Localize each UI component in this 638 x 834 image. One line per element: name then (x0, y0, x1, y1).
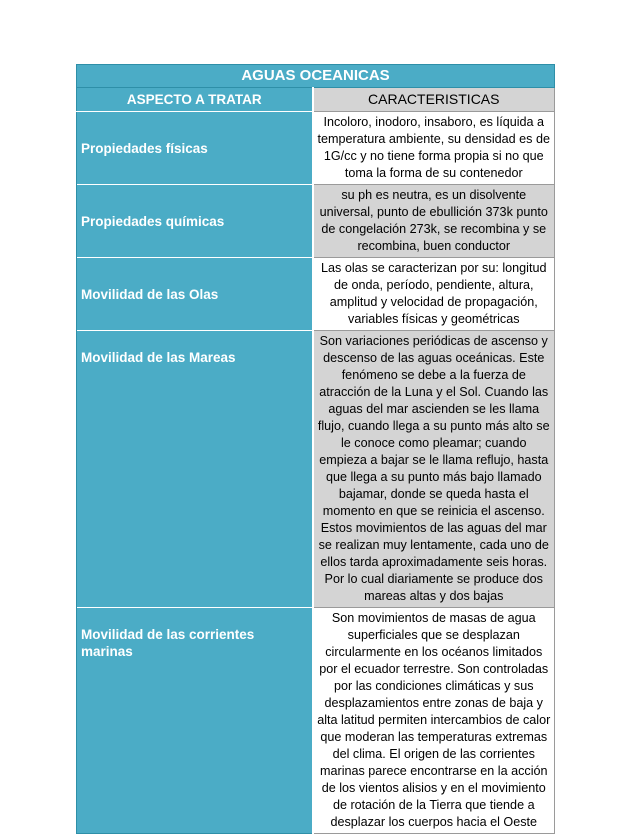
row-label-text: Propiedades físicas (81, 140, 208, 156)
title-row (77, 65, 555, 88)
row-label-text: Movilidad de las Mareas (81, 350, 236, 365)
row-label-text: Movilidad de las corrientes marinas (81, 627, 255, 659)
row-label-chemical (77, 185, 313, 258)
table-row (77, 258, 555, 331)
table-row (77, 185, 555, 258)
table-title: AGUAS OCEANICAS (77, 65, 555, 88)
table-row (77, 331, 555, 608)
header-row (77, 88, 555, 112)
row-text-chemical: su ph es neutra, es un disolvente universal, punto de ebullición 373k punto de congelación 273k, se recombina y se recombina, buen conductor (313, 185, 555, 258)
header-characteristics: CARACTERISTICAS (313, 88, 555, 112)
table-row (77, 112, 555, 185)
row-label-waves (77, 258, 313, 331)
row-text-waves: Las olas se caracterizan por su: longitud de onda, período, pendiente, altura, amplitud y velocidad de propagación, variables físicas y geométricas (313, 258, 555, 331)
header-aspect: ASPECTO A TRATAR (77, 88, 313, 112)
row-label-text: Movilidad de las Olas (81, 286, 219, 302)
row-label-tides (77, 331, 313, 608)
row-label-text: Propiedades químicas (81, 213, 225, 229)
row-label-physical (77, 112, 313, 185)
row-text-currents: Son movimientos de masas de agua superficiales que se desplazan circularmente en los océanos limitados por el ecuador terrestre. Son controladas por las condiciones climáticas y sus desplazamientos entre zonas de baja y alta latitud permiten intercambios de calor que moderan las temperaturas extremas del clima. El origen de las corrientes marinas parece encontrarse en la acción de los vientos alisios y en el movimiento de rotación de la Tierra que tiende a desplazar los cuerpos hacia el Oeste (313, 608, 555, 834)
row-text-tides: Son variaciones periódicas de ascenso y descenso de las aguas oceánicas. Este fenómeno se debe a la fuerza de atracción de la Luna y el Sol. Cuando las aguas del mar ascienden se les llama flujo, cuando llega a su punto más alto se le conoce como pleamar; cuando empieza a bajar se le llama reflujo, hasta que llega a su punto más bajo llamado bajamar, donde se queda hasta el momento en que se reinicia el ascenso. Estos movimientos de las aguas del mar se realizan muy lentamente, cada uno de ellos tarda aproximadamente seis horas. Por lo cual diariamente se produce dos mareas altas y dos bajas (313, 331, 555, 608)
oceanic-waters-table (76, 64, 555, 834)
row-label-currents (77, 608, 313, 834)
table-row (77, 608, 555, 834)
row-text-physical: Incoloro, inodoro, insaboro, es líquida a temperatura ambiente, su densidad es de 1G/cc y no tiene forma propia si no que toma la forma de su contenedor (313, 112, 555, 185)
